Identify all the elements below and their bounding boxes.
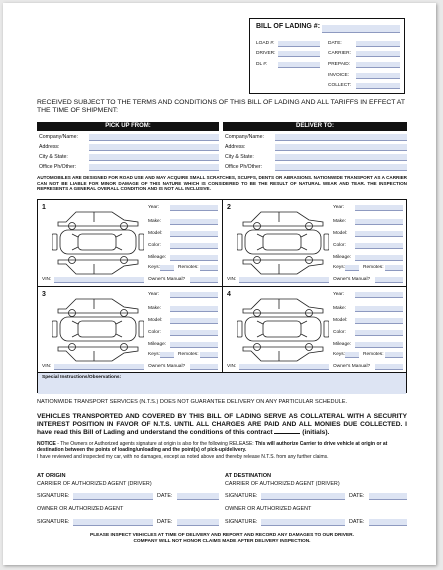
vehicle-cell (38, 200, 222, 286)
vin-field[interactable] (239, 277, 329, 283)
vin-field[interactable] (54, 277, 144, 283)
deliver-company-label: Company/Name: (225, 134, 264, 140)
model-label: Model: (148, 231, 163, 236)
prepaid-field[interactable] (356, 62, 400, 68)
pickup-company-field[interactable] (89, 134, 219, 141)
year-label: Year: (333, 205, 345, 210)
year-field[interactable] (355, 205, 403, 211)
origin-owner-signature-field[interactable] (73, 519, 153, 526)
vehicle-cell (223, 200, 407, 286)
final-instructions (37, 533, 407, 545)
dl-label: DL #: (256, 62, 268, 67)
model-label: Model: (148, 318, 163, 323)
release-notice (37, 441, 407, 460)
color-label: Color: (148, 330, 161, 335)
mileage-field[interactable] (170, 255, 218, 261)
destination-owner-signature-label: SIGNATURE: (225, 519, 258, 525)
mileage-label: Mileage: (333, 342, 352, 347)
car-diagram-icon[interactable] (237, 291, 329, 369)
collect-label: COLLECT: (328, 83, 351, 88)
origin-carrier-label: CARRIER OF AUTHORIZED AGENT (DRIVER) (37, 481, 152, 487)
origin-owner-signature-label: SIGNATURE: (37, 519, 70, 525)
destination-owner-label: OWNER OR AUTHORIZED AGENT (225, 506, 312, 512)
pickup-header: PICK UP FROM: (37, 122, 219, 131)
keys-label: Keys: (333, 265, 345, 270)
invoice-field[interactable] (356, 73, 400, 79)
prepaid-label: PREPAID: (328, 62, 351, 67)
destination-owner-date-field[interactable] (369, 519, 407, 526)
vehicle-number: 4 (227, 291, 231, 298)
destination-driver-signature-field[interactable] (261, 493, 345, 500)
model-field[interactable] (170, 231, 218, 237)
deliver-city-field[interactable] (275, 154, 407, 161)
year-field[interactable] (355, 292, 403, 298)
initials-field[interactable] (274, 433, 300, 434)
year-field[interactable] (170, 205, 218, 211)
owners-manual-label: Owner's Manual? (148, 277, 186, 282)
destination-carrier-label: CARRIER OF AUTHORIZED AGENT (DRIVER) (225, 481, 340, 487)
vehicle-number: 2 (227, 204, 231, 211)
make-field[interactable] (355, 219, 403, 225)
invoice-label: INVOICE: (328, 73, 350, 78)
owners-manual-field[interactable] (190, 364, 218, 370)
year-field[interactable] (170, 292, 218, 298)
owners-manual-label: Owner's Manual? (148, 364, 186, 369)
make-label: Make: (148, 219, 162, 224)
notice-label: NOTICE (37, 441, 56, 447)
remotes-label: Remotes: (178, 352, 199, 357)
car-diagram-icon[interactable] (52, 204, 144, 282)
make-field[interactable] (170, 219, 218, 225)
vehicle-number: 3 (42, 291, 46, 298)
remotes-field[interactable] (200, 265, 218, 271)
owners-manual-field[interactable] (190, 277, 218, 283)
origin-owner-date-field[interactable] (177, 519, 219, 526)
deliver-address-label: Address: (225, 144, 246, 150)
vin-field[interactable] (54, 364, 144, 370)
collect-field[interactable] (356, 83, 400, 89)
vin-field[interactable] (239, 364, 329, 370)
color-label: Color: (148, 243, 161, 248)
origin-header: AT ORIGIN (37, 473, 66, 479)
mileage-label: Mileage: (333, 255, 352, 260)
initials-label: (initials). (302, 429, 330, 436)
color-field[interactable] (355, 330, 403, 336)
remotes-field[interactable] (385, 352, 403, 358)
destination-header: AT DESTINATION (225, 473, 272, 479)
model-field[interactable] (355, 318, 403, 324)
color-label: Color: (333, 330, 346, 335)
origin-driver-date-field[interactable] (177, 493, 219, 500)
destination-owner-signature-field[interactable] (261, 519, 345, 526)
pickup-city-label: City & State: (39, 154, 68, 160)
vin-label: VIN: (42, 364, 52, 369)
keys-field[interactable] (160, 352, 174, 358)
remotes-label: Remotes: (363, 352, 384, 357)
pickup-address-field[interactable] (89, 144, 219, 151)
keys-label: Keys: (333, 352, 345, 357)
deliver-company-field[interactable] (275, 134, 407, 141)
notice-review-text: I have reviewed and inspected my car, with no damages, except as noted above and thereby release N.T.S. from any further claims. (37, 453, 329, 460)
road-use-notice: AUTOMOBILES ARE DESIGNED FOR ROAD USE AND MAY ACQUIRE SMALL SCRATCHES, SCUFFS, DENTS OR ABRASIONS. NATIONWIDE TRANSPORT AS A CARRIER CAN NOT BE LIABLE FOR MINOR DAMAGE OF THIS NATURE WHICH IS CONSIDERED TO BE THE RESULT OF NATURAL WEAR AND TEAR. THE INSPECTION REPRESENTS A GENERAL OVERALL CONDITION AND IS NOT ALL INCLUSIVE. (37, 175, 407, 192)
make-label: Make: (333, 219, 347, 224)
final-line-2: COMPANY WILL NOT HONOR CLAIMS MADE AFTER DELIVERY INSPECTION. (133, 539, 311, 544)
mileage-label: Mileage: (148, 255, 167, 260)
model-label: Model: (333, 231, 348, 236)
owners-manual-field[interactable] (375, 364, 403, 370)
origin-date-label: DATE: (157, 493, 173, 499)
origin-owner-date-label: DATE: (157, 519, 173, 525)
owners-manual-label: Owner's Manual? (333, 364, 371, 369)
color-field[interactable] (170, 243, 218, 249)
vin-label: VIN: (227, 277, 237, 282)
bill-of-lading-page (3, 3, 436, 565)
remotes-field[interactable] (200, 352, 218, 358)
intro-statement: RECEIVED SUBJECT TO THE TERMS AND CONDITIONS OF THIS BILL OF LADING AND ALL TARIFFS IN EFFECT AT THE TIME OF SHIPMENT: (37, 99, 405, 114)
bol-number-field[interactable] (322, 25, 400, 33)
driver-label: DRIVER: (256, 51, 276, 56)
car-diagram-icon[interactable] (237, 204, 329, 282)
collateral-text: VEHICLES TRANSPORTED AND COVERED BY THIS BILL OF LADING SERVE AS COLLATERAL WITH A SECURITY INTEREST POSITION IN FAVOR OF N.T.S. UNTIL ALL CHARGES ARE PAID AND ALL MONIES DUE COLLECTED. I have read this Bill of Lading and understand the conditions of this contract (37, 413, 407, 436)
pickup-company-label: Company/Name: (39, 134, 78, 140)
keys-field[interactable] (160, 265, 174, 271)
vin-label: VIN: (42, 277, 52, 282)
destination-date-label: DATE: (349, 493, 365, 499)
vehicle-number: 1 (42, 204, 46, 211)
origin-driver-signature-field[interactable] (73, 493, 153, 500)
year-label: Year: (333, 292, 345, 297)
special-instructions-field[interactable] (38, 372, 406, 394)
owners-manual-field[interactable] (375, 277, 403, 283)
keys-label: Keys: (148, 265, 160, 270)
dl-field[interactable] (278, 62, 320, 68)
pickup-phone-label: Office Ph/Other: (39, 164, 77, 170)
car-diagram-icon[interactable] (52, 291, 144, 369)
mileage-field[interactable] (355, 342, 403, 348)
date-label: DATE: (328, 41, 342, 46)
mileage-field[interactable] (355, 255, 403, 261)
year-label: Year: (148, 205, 160, 210)
pickup-address-label: Address: (39, 144, 60, 150)
collateral-statement (37, 413, 407, 437)
pickup-city-field[interactable] (89, 154, 219, 161)
mileage-field[interactable] (170, 342, 218, 348)
keys-field[interactable] (345, 265, 359, 271)
nts-guarantee-statement: NATIONWIDE TRANSPORT SERVICES (N.T.S.) DOES NOT GUARANTEE DELIVERY ON ANY PARTICULAR SCHEDULE. (37, 399, 348, 405)
notice-bold-text: This will authorize Carrier to drive vehicle at origin or at destination between the points of loading/unloading and the point(s) of pick-up/delivery. (37, 441, 388, 454)
make-label: Make: (333, 306, 347, 311)
driver-field[interactable] (278, 51, 320, 57)
vehicle-cell (223, 287, 407, 373)
color-label: Color: (333, 243, 346, 248)
bill-of-lading-box (249, 18, 405, 94)
bol-title: BILL OF LADING #: (256, 23, 321, 30)
make-field[interactable] (355, 306, 403, 312)
destination-driver-date-field[interactable] (369, 493, 407, 500)
carrier-label: CARRIER: (328, 51, 351, 56)
destination-owner-date-label: DATE: (349, 519, 365, 525)
load-field[interactable] (278, 41, 320, 47)
special-instructions-label: Special Instructions/Observations: (42, 375, 122, 380)
remotes-label: Remotes: (178, 265, 199, 270)
model-field[interactable] (170, 318, 218, 324)
notice-text: - The Owners or Authorized agents signature at origin is also for the following RELEASE: (55, 441, 256, 447)
final-line-1: PLEASE INSPECT VEHICLES AT TIME OF DELIVERY AND REPORT AND RECORD ANY DAMAGES TO OUR DRIVER. (90, 533, 354, 538)
color-field[interactable] (170, 330, 218, 336)
date-field[interactable] (356, 41, 400, 47)
vehicle-inspection-grid (37, 199, 407, 393)
keys-label: Keys: (148, 352, 160, 357)
color-field[interactable] (355, 243, 403, 249)
load-label: LOAD #: (256, 41, 275, 46)
deliver-header: DELIVER TO: (223, 122, 407, 131)
remotes-label: Remotes: (363, 265, 384, 270)
carrier-field[interactable] (356, 51, 400, 57)
deliver-phone-field[interactable] (275, 164, 407, 171)
deliver-phone-label: Office Ph/Other: (225, 164, 263, 170)
make-field[interactable] (170, 306, 218, 312)
vin-label: VIN: (227, 364, 237, 369)
origin-signature-label: SIGNATURE: (37, 493, 70, 499)
keys-field[interactable] (345, 352, 359, 358)
pickup-phone-field[interactable] (89, 164, 219, 171)
owners-manual-label: Owner's Manual? (333, 277, 371, 282)
remotes-field[interactable] (385, 265, 403, 271)
deliver-address-field[interactable] (275, 144, 407, 151)
vehicle-cell (38, 287, 222, 373)
origin-owner-label: OWNER OR AUTHORIZED AGENT (37, 506, 124, 512)
model-field[interactable] (355, 231, 403, 237)
year-label: Year: (148, 292, 160, 297)
make-label: Make: (148, 306, 162, 311)
model-label: Model: (333, 318, 348, 323)
destination-signature-label: SIGNATURE: (225, 493, 258, 499)
mileage-label: Mileage: (148, 342, 167, 347)
deliver-city-label: City & State: (225, 154, 254, 160)
